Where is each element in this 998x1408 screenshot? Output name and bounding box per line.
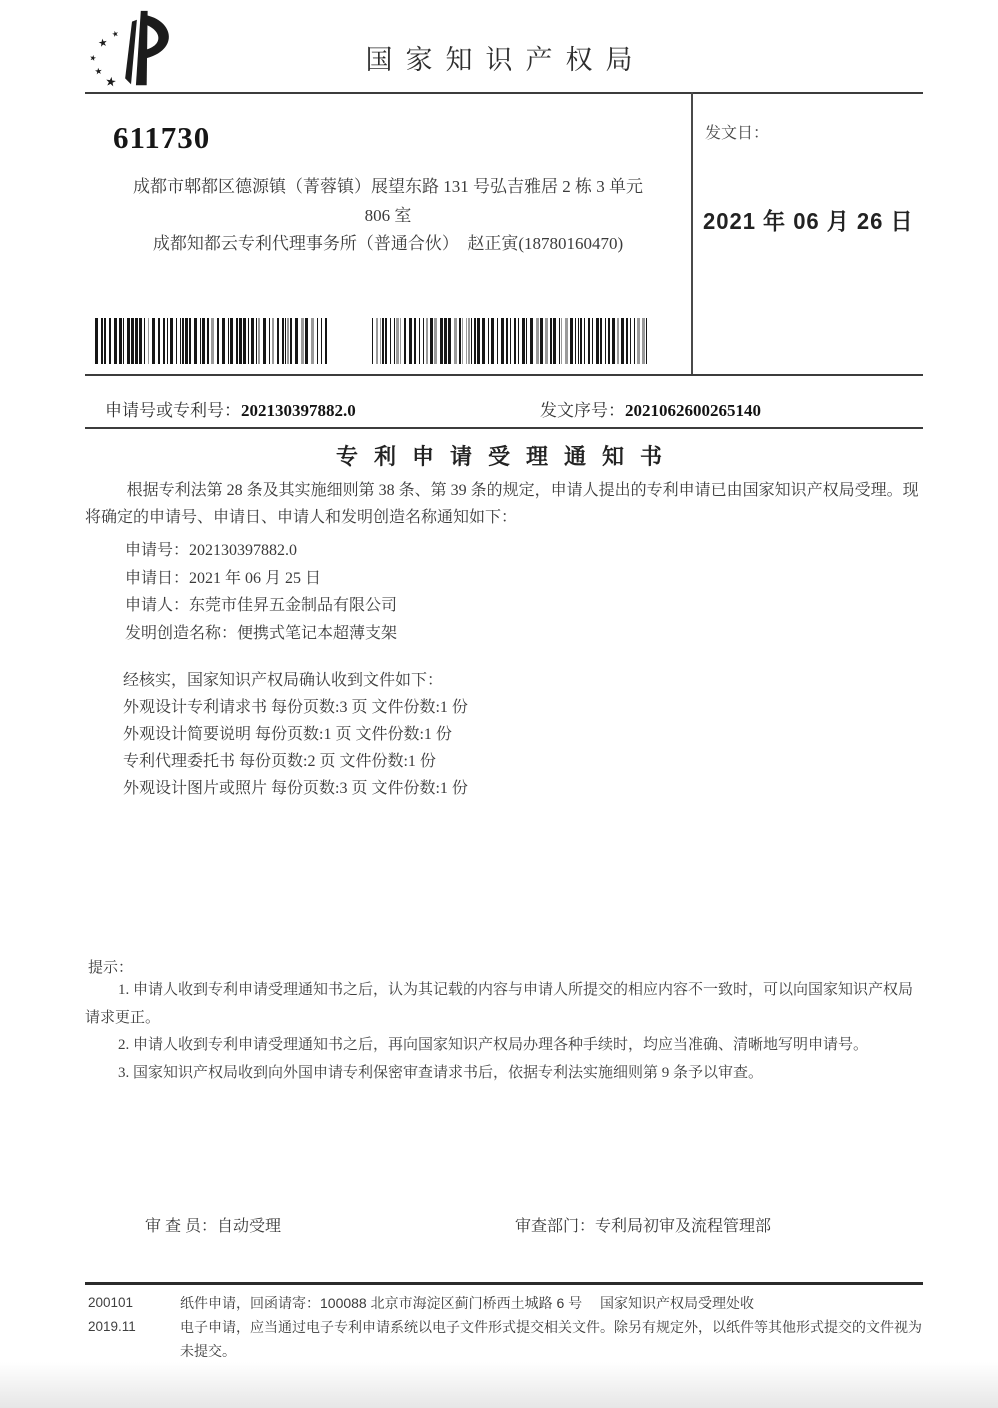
recipient-address-line2: 806 室 <box>364 206 412 225</box>
footer-instructions <box>180 1291 928 1363</box>
department-label: 审查部门： <box>515 1218 596 1235</box>
examiner-group <box>145 1213 281 1236</box>
application-number-group <box>105 396 356 421</box>
recipient-address-line1: 成都市郫都区德源镇（菁蓉镇）展望东路 131 号弘吉雅居 2 栋 3 单元 <box>133 177 643 196</box>
serial-number-group <box>540 396 761 421</box>
received-file-item: 外观设计简要说明 每份页数:1 页 文件份数:1 份 <box>123 726 452 743</box>
tips-list <box>85 977 927 1087</box>
notice-intro-paragraph: 根据专利法第 28 条及其实施细则第 38 条、第 39 条的规定，申请人提出的专利申请已由国家知识产权局受理。现将确定的申请号、申请日、申请人和发明创造名称通知如下： <box>85 482 919 526</box>
field-invention-title: 发明创造名称：便携式笔记本超薄支架 <box>125 624 398 642</box>
document-title: 专利申请受理通知书 <box>335 444 678 469</box>
received-file-item: 外观设计图片或照片 每份页数:3 页 文件份数:1 份 <box>123 780 468 797</box>
svg-text:★: ★ <box>88 52 98 64</box>
received-file-item: 外观设计专利请求书 每份页数:3 页 文件份数:1 份 <box>123 699 468 716</box>
application-fields <box>125 537 397 647</box>
received-documents <box>123 667 468 802</box>
footer-divider <box>85 1282 923 1285</box>
svg-text:★: ★ <box>104 73 118 90</box>
footer-efiling-instruction: 电子申请，应当通过电子专利申请系统以电子文件形式提交相关文件。除另有规定外，以纸件等其他形式提交的文件视为未提交。 <box>180 1319 922 1359</box>
barcode-left <box>95 318 329 364</box>
footer-paper-instruction: 纸件申请，回函请寄：100088 北京市海淀区蓟门桥西土城路 6 号 国家知识产权局受理处收 <box>180 1295 755 1311</box>
svg-text:★: ★ <box>94 66 104 78</box>
serial-number-label: 发文序号： <box>540 401 625 420</box>
serial-number-value: 2021062600265140 <box>625 401 761 420</box>
box-bottom-divider <box>85 374 923 376</box>
scan-shadow <box>0 1362 998 1408</box>
issue-date-value: 2021 年 06 月 26 日 <box>703 208 914 234</box>
tip-item-3: 3. 国家知识产权局收到向外国申请专利保密审查请求书后，依据专利法实施细则第 9 条予以审查。 <box>118 1064 764 1081</box>
examiner-value: 自动受理 <box>217 1218 282 1235</box>
tip-item-2: 2. 申请人收到专利申请受理通知书之后，再向国家知识产权局办理各种手续时，均应当准确、清晰地写明申请号。 <box>118 1037 869 1053</box>
issue-date-label: 发文日： <box>705 125 770 142</box>
postal-code: 611730 <box>113 120 211 155</box>
form-code-block <box>88 1291 136 1339</box>
svg-text:★: ★ <box>110 28 120 40</box>
tip-item-1: 1. 申请人收到专利申请受理通知书之后，认为其记载的内容与申请人所提交的相应内容不一致时，可以向国家知识产权局请求更正。 <box>85 982 914 1026</box>
form-date: 2019.11 <box>88 1319 136 1334</box>
header-divider <box>85 92 923 94</box>
application-number-value: 202130397882.0 <box>241 401 356 420</box>
application-number-label: 申请号或专利号： <box>105 401 241 420</box>
patent-agency-line: 成都知都云专利代理事务所（普通合伙） 赵正寅(18780160470) <box>152 234 624 253</box>
examiner-label: 审 查 员： <box>145 1218 218 1235</box>
department-group <box>515 1213 771 1236</box>
numbers-row-divider <box>85 427 923 429</box>
form-code: 200101 <box>88 1295 134 1310</box>
field-applicant: 申请人：东莞市佳昇五金制品有限公司 <box>125 597 398 614</box>
department-value: 专利局初审及流程管理部 <box>595 1218 772 1235</box>
received-intro: 经核实，国家知识产权局确认收到文件如下： <box>123 672 444 689</box>
svg-text:★: ★ <box>97 35 109 51</box>
received-file-item: 专利代理委托书 每份页数:2 页 文件份数:1 份 <box>123 753 436 770</box>
barcode-right <box>372 318 650 364</box>
field-application-date: 申请日：2021 年 06 月 25 日 <box>125 569 322 587</box>
field-application-number: 申请号：202130397882.0 <box>125 542 298 559</box>
box-vertical-divider <box>691 92 693 376</box>
agency-title: 国家知识产权局 <box>365 45 646 75</box>
tips-label: 提示： <box>88 960 134 976</box>
